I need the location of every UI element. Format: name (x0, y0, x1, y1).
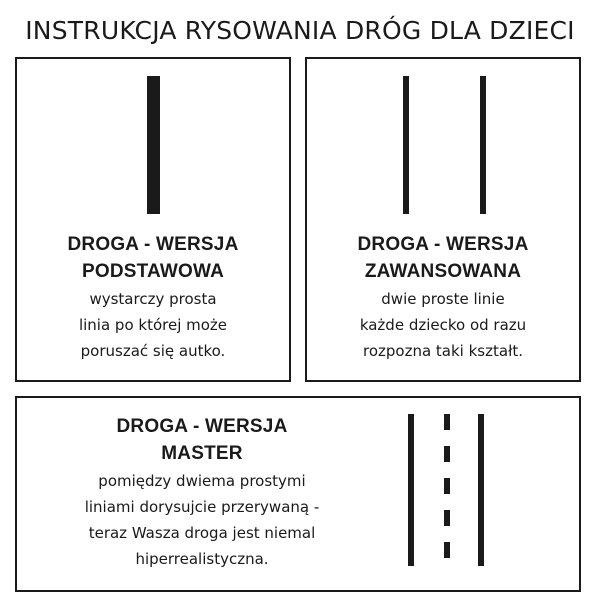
road-edge-right (478, 414, 484, 566)
panel-basic-description: wystarczy prosta linia po której może poruszać się autko. (78, 290, 228, 360)
road-line-right (480, 76, 486, 214)
panel-master-heading: DROGA - WERSJA MASTER (116, 416, 288, 464)
panel-master-text (57, 413, 347, 572)
page-title: INSTRUKCJA RYSOWANIA DRÓG DLA DZIECI (25, 16, 575, 45)
panel-basic-road (15, 57, 291, 382)
panel-advanced-heading: DROGA - WERSJA ZAWANSOWANA (357, 234, 529, 282)
panel-master-description: pomiędzy dwiema prostymi liniami dorysujcie przerywaną - teraz Wasza droga jest niemal hiperrealistyczna. (84, 472, 320, 568)
panel-basic-heading: DROGA - WERSJA PODSTAWOWA (67, 234, 239, 282)
road-center-dashed-line (444, 414, 450, 566)
panel-advanced-road (305, 57, 581, 382)
panel-advanced-text (307, 231, 579, 364)
road-edge-left (408, 414, 414, 566)
panel-advanced-description: dwie proste linie każde dziecko od razu rozpozna taki kształt. (359, 290, 527, 360)
road-line-left (403, 76, 409, 214)
panel-master-road (15, 396, 581, 592)
panel-basic-text (17, 231, 289, 364)
road-line-thick (147, 76, 160, 214)
